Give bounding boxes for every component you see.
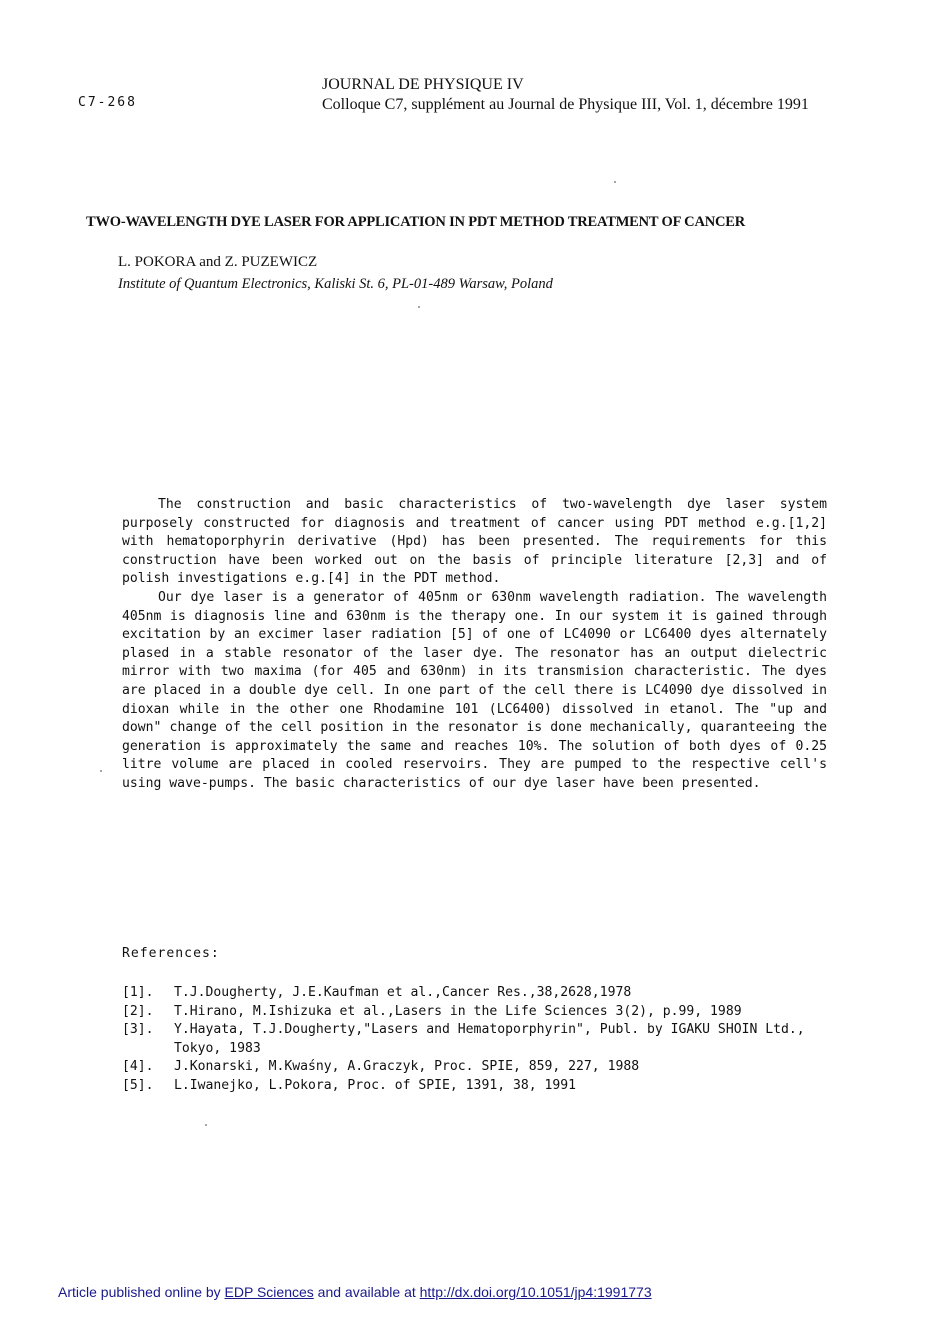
reference-item — [122, 984, 832, 1003]
reference-number: [4]. — [122, 1059, 154, 1075]
abstract — [122, 496, 827, 794]
doi-link[interactable]: http://dx.doi.org/10.1051/jp4:1991773 — [419, 1284, 652, 1300]
scan-speck — [205, 1124, 207, 1126]
journal-colloque-line: Colloque C7, supplément au Journal de Physique III, Vol. 1, décembre 1991 — [322, 96, 809, 113]
reference-item — [122, 1077, 832, 1096]
reference-text: L.Iwanejko, L.Pokora, Proc. of SPIE, 1391, 38, 1991 — [174, 1077, 577, 1093]
author-affiliation: Institute of Quantum Electronics, Kaliski St. 6, PL-01-489 Warsaw, Poland — [118, 276, 553, 292]
scan-speck — [418, 306, 420, 308]
reference-item — [122, 1021, 832, 1058]
reference-number: [5]. — [122, 1077, 154, 1093]
reference-text: T.Hirano, M.Ishizuka et al.,Lasers in the Life Sciences 3(2), p.99, 1989 — [174, 1003, 742, 1019]
reference-number: [1]. — [122, 985, 154, 1000]
journal-title: JOURNAL DE PHYSIQUE IV — [322, 76, 524, 93]
abstract-paragraph: Our dye laser is a generator of 405nm or 630nm wavelength radiation. The wavelength 405nm is diagnosis line and 630nm is the therapy one. In our system it is gained through excitation by an excimer laser radiation [5] of one of LC4090 or LC6400 dyes alternately plased in a stable resonator of the laser dye. The resonator has an output dielectric mirror with two maxima (for 405 and 630nm) in its transmision characteristic. The dyes are placed in a double dye cell. In one part of the cell there is LC4090 dye dissolved in dioxan while in the other one Rhodamine 101 (LC6400) dissolved in etanol. The "up and down" change of the cell position in the resonator is done mechanically, quaranteeing the generation is approximately the same and reaches 10%. The solution of both dyes of 0.25 litre volume are placed in cooled reservoirs. They are pumped to the respective cell's using wave-pumps. The basic characteristics of our dye laser have been presented. — [122, 589, 827, 791]
paper-authors: L. POKORA and Z. PUZEWICZ — [118, 254, 318, 270]
scan-speck — [614, 181, 616, 183]
reference-number: [3]. — [122, 1022, 154, 1038]
page-number: C7-268 — [78, 95, 137, 110]
publisher-link[interactable]: EDP Sciences — [224, 1284, 314, 1300]
reference-text: Y.Hayata, T.J.Dougherty,"Lasers and Hematoporphyrin", Publ. by IGAKU SHOIN Ltd., Tokyo, 1983 — [174, 1022, 805, 1056]
reference-item — [122, 1003, 832, 1022]
footer-availability-line — [58, 1284, 652, 1300]
reference-item — [122, 1058, 832, 1077]
footer-middle: and available at — [317, 1284, 416, 1300]
footer-prefix: Article published online by — [58, 1284, 221, 1300]
reference-text: T.J.Dougherty, J.E.Kaufman et al.,Cancer Res.,38,2628,1978 — [174, 985, 632, 1000]
references-list — [122, 984, 832, 1096]
paper-title: TWO-WAVELENGTH DYE LASER FOR APPLICATION IN PDT METHOD TREATMENT OF CANCER — [86, 214, 746, 230]
reference-number: [2]. — [122, 1003, 154, 1019]
abstract-paragraph: The construction and basic characteristics of two-wavelength dye laser system purposely constructed for diagnosis and treatment of cancer using PDT method e.g.[1,2] with hematoporphyrin derivative (Hpd) has been presented. The requirements for this construction have been worked out on the basis of principle literature [2,3] and of polish investigations e.g.[4] in the PDT method. — [122, 497, 827, 587]
scan-speck — [100, 770, 102, 772]
references-heading: References: — [122, 946, 220, 961]
reference-text: J.Konarski, M.Kwaśny, A.Graczyk, Proc. SPIE, 859, 227, 1988 — [174, 1059, 640, 1075]
